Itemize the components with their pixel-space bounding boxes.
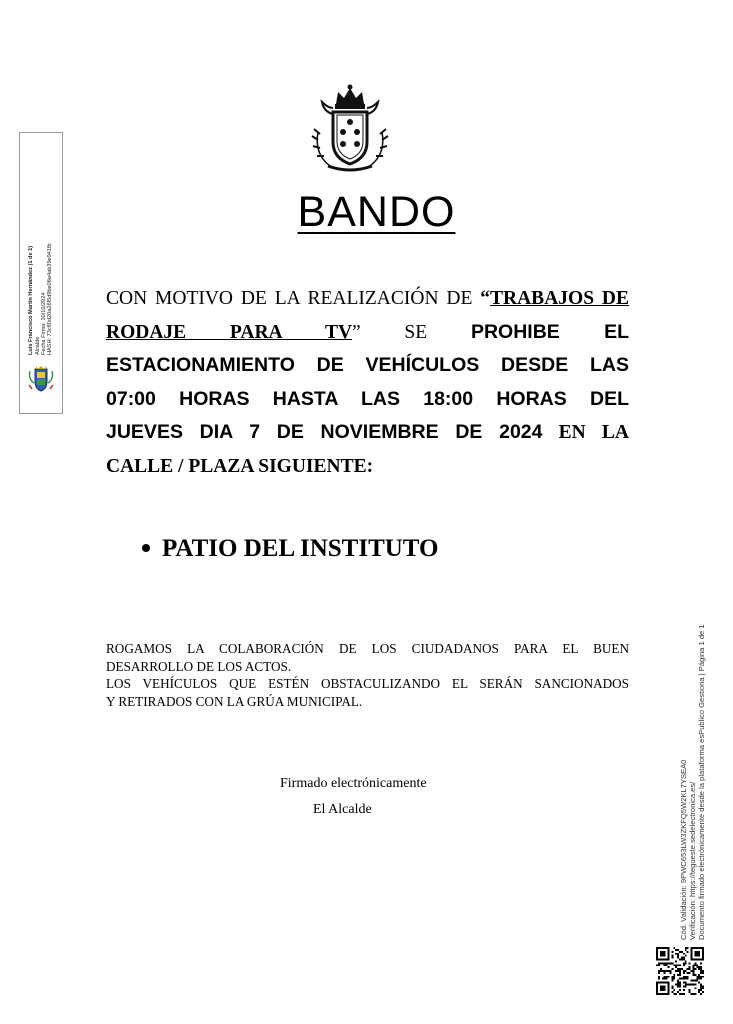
- notice-line-3: LOS VEHÍCULOS QUE ESTÉN OBSTACULIZANDO EL SERÁN SANCIONADOS: [106, 676, 629, 691]
- bullet-icon: [142, 544, 150, 552]
- main-line-5: JUEVES DIA 7 DE NOVIEMBRE DE 2024 EN LA: [106, 421, 629, 443]
- main-line-2: RODAJE PARA TV” SE PROHIBE EL: [106, 320, 629, 343]
- platform-note: Documento firmado electrónicamente desde la plataforma esPublico Gestiona | Página 1 de 1: [697, 624, 706, 940]
- street-list-item: PATIO DEL INSTITUTO: [142, 535, 438, 563]
- notice-line-2: DESARROLLO DE LOS ACTOS.: [106, 658, 292, 674]
- main-paragraph: [106, 282, 629, 483]
- notice-line-1: ROGAMOS LA COLABORACIÓN DE LOS CIUDADANOS PARA EL BUEN: [106, 641, 629, 656]
- main-line-3: ESTACIONAMIENTO DE VEHÍCULOS DESDE LAS: [106, 354, 629, 376]
- notice-line-4: Y RETIRADOS CON LA GRÚA MUNICIPAL.: [106, 693, 363, 709]
- signature-stamp: [19, 132, 63, 414]
- validation-code: Cód. Validación: 9PWC653LW3ZKFQ5W2KL7YSEA0: [679, 759, 688, 940]
- main-line-1: CON MOTIVO DE LA REALIZACIÓN DE “TRABAJOS DE: [106, 288, 629, 309]
- document-title: BANDO: [297, 188, 456, 236]
- municipal-shield-icon: [26, 365, 56, 393]
- stamp-role: Alcalde: [35, 336, 41, 355]
- stamp-signer: Luis Francisco Martín Hernández (1 de 1): [28, 245, 34, 355]
- stamp-hash: HASH: 73c80d20a26f5d9be08a4ab39e941fb: [47, 243, 53, 355]
- verification-url: Verificación: https://tegueste.sedelectronica.es/: [688, 781, 697, 940]
- signature-line: Firmado electrónicamente: [280, 776, 427, 791]
- main-line-4: 07:00 HORAS HASTA LAS 18:00 HORAS DEL: [106, 387, 629, 410]
- notice-paragraph: [106, 640, 629, 710]
- validation-footer: [668, 624, 708, 945]
- coat-of-arms-logo: [300, 82, 400, 174]
- qr-code-icon: [656, 947, 704, 995]
- stamp-date: Fecha Firma: 30/10/2024: [41, 292, 47, 355]
- signer-title: El Alcalde: [313, 802, 372, 817]
- main-line-6: CALLE / PLAZA SIGUIENTE:: [106, 455, 374, 477]
